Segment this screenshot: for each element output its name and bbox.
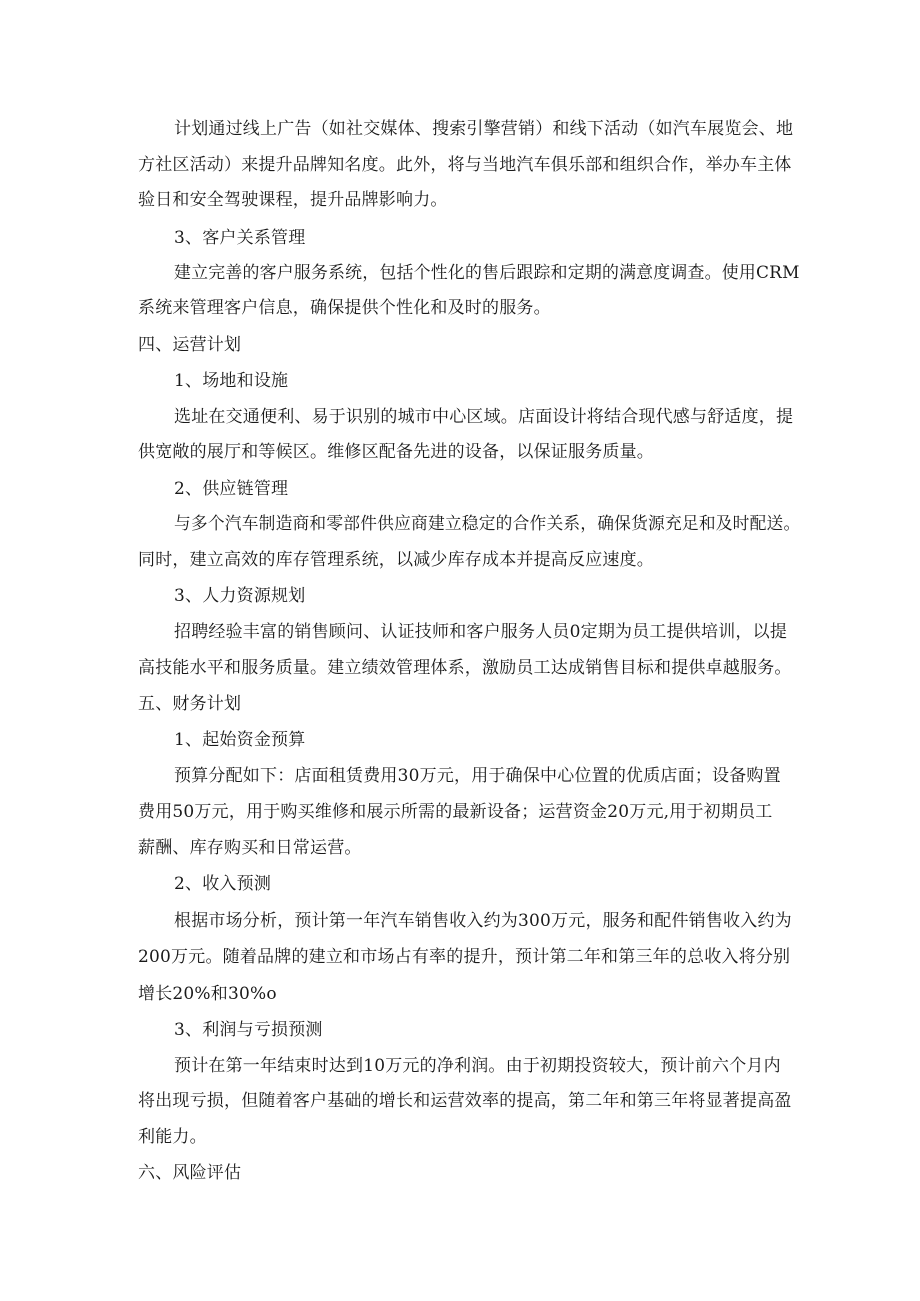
subsection-heading: 1、场地和设施 (174, 371, 289, 391)
section-heading: 六、风险评估 (138, 1163, 242, 1183)
paragraph-line: 预计在第一年结束时达到10万元的净利润。由于初期投资较大，预计前六个月内 (174, 1056, 781, 1076)
paragraph-line: 方社区活动）来提升品牌知名度。此外，将与当地汽车俱乐部和组织合作，举办车主体 (138, 155, 792, 175)
subsection-heading: 2、供应链管理 (174, 479, 289, 499)
paragraph-line: 将出现亏损，但随着客户基础的增长和运营效率的提高，第二年和第三年将显著提高盈 (138, 1091, 792, 1111)
paragraph-line: 验日和安全驾驶课程，提升品牌影响力。 (138, 190, 448, 210)
section-heading: 四、运营计划 (138, 335, 242, 355)
paragraph-line: 建立完善的客户服务系统，包括个性化的售后跟踪和定期的满意度调查。使用CRM (174, 263, 800, 283)
paragraph-line: 利能力。 (138, 1127, 207, 1147)
paragraph-line: 200万元。随着品牌的建立和市场占有率的提升，预计第二年和第三年的总收入将分别 (138, 947, 791, 967)
paragraph-line: 根据市场分析，预计第一年汽车销售收入约为300万元，服务和配件销售收入约为 (174, 911, 792, 931)
paragraph-line: 与多个汽车制造商和零部件供应商建立稳定的合作关系，确保货源充足和及时配送。 (174, 514, 801, 534)
subsection-heading: 2、收入预测 (174, 874, 272, 894)
subsection-heading: 3、客户关系管理 (174, 228, 306, 248)
paragraph-line: 计划通过线上广告（如社交媒体、搜索引擎营销）和线下活动（如汽车展览会、地 (174, 119, 794, 139)
paragraph-line: 供宽敞的展厅和等候区。维修区配备先进的设备，以保证服务质量。 (138, 442, 654, 462)
subsection-heading: 3、利润与亏损预测 (174, 1020, 323, 1040)
subsection-heading: 3、人力资源规划 (174, 586, 306, 606)
paragraph-line: 费用50万元，用于购买维修和展示所需的最新设备；运营资金20万元,用于初期员工 (138, 802, 773, 822)
paragraph-line: 同时，建立高效的库存管理系统，以减少库存成本并提高反应速度。 (138, 550, 654, 570)
paragraph-line: 招聘经验丰富的销售顾问、认证技师和客户服务人员0定期为员工提供培训，以提 (174, 622, 788, 642)
paragraph-line: 选址在交通便利、易于识别的城市中心区域。店面设计将结合现代感与舒适度，提 (174, 407, 794, 427)
paragraph-line: 预算分配如下：店面租赁费用30万元，用于确保中心位置的优质店面；设备购置 (174, 766, 781, 786)
subsection-heading: 1、起始资金预算 (174, 730, 306, 750)
section-heading: 五、财务计划 (138, 694, 242, 714)
paragraph-line: 增长20%和30%o (138, 984, 277, 1004)
paragraph-line: 高技能水平和服务质量。建立绩效管理体系，激励员工达成销售目标和提供卓越服务。 (138, 658, 792, 678)
paragraph-line: 系统来管理客户信息，确保提供个性化和及时的服务。 (138, 298, 551, 318)
paragraph-line: 薪酬、库存购买和日常运营。 (138, 838, 362, 858)
